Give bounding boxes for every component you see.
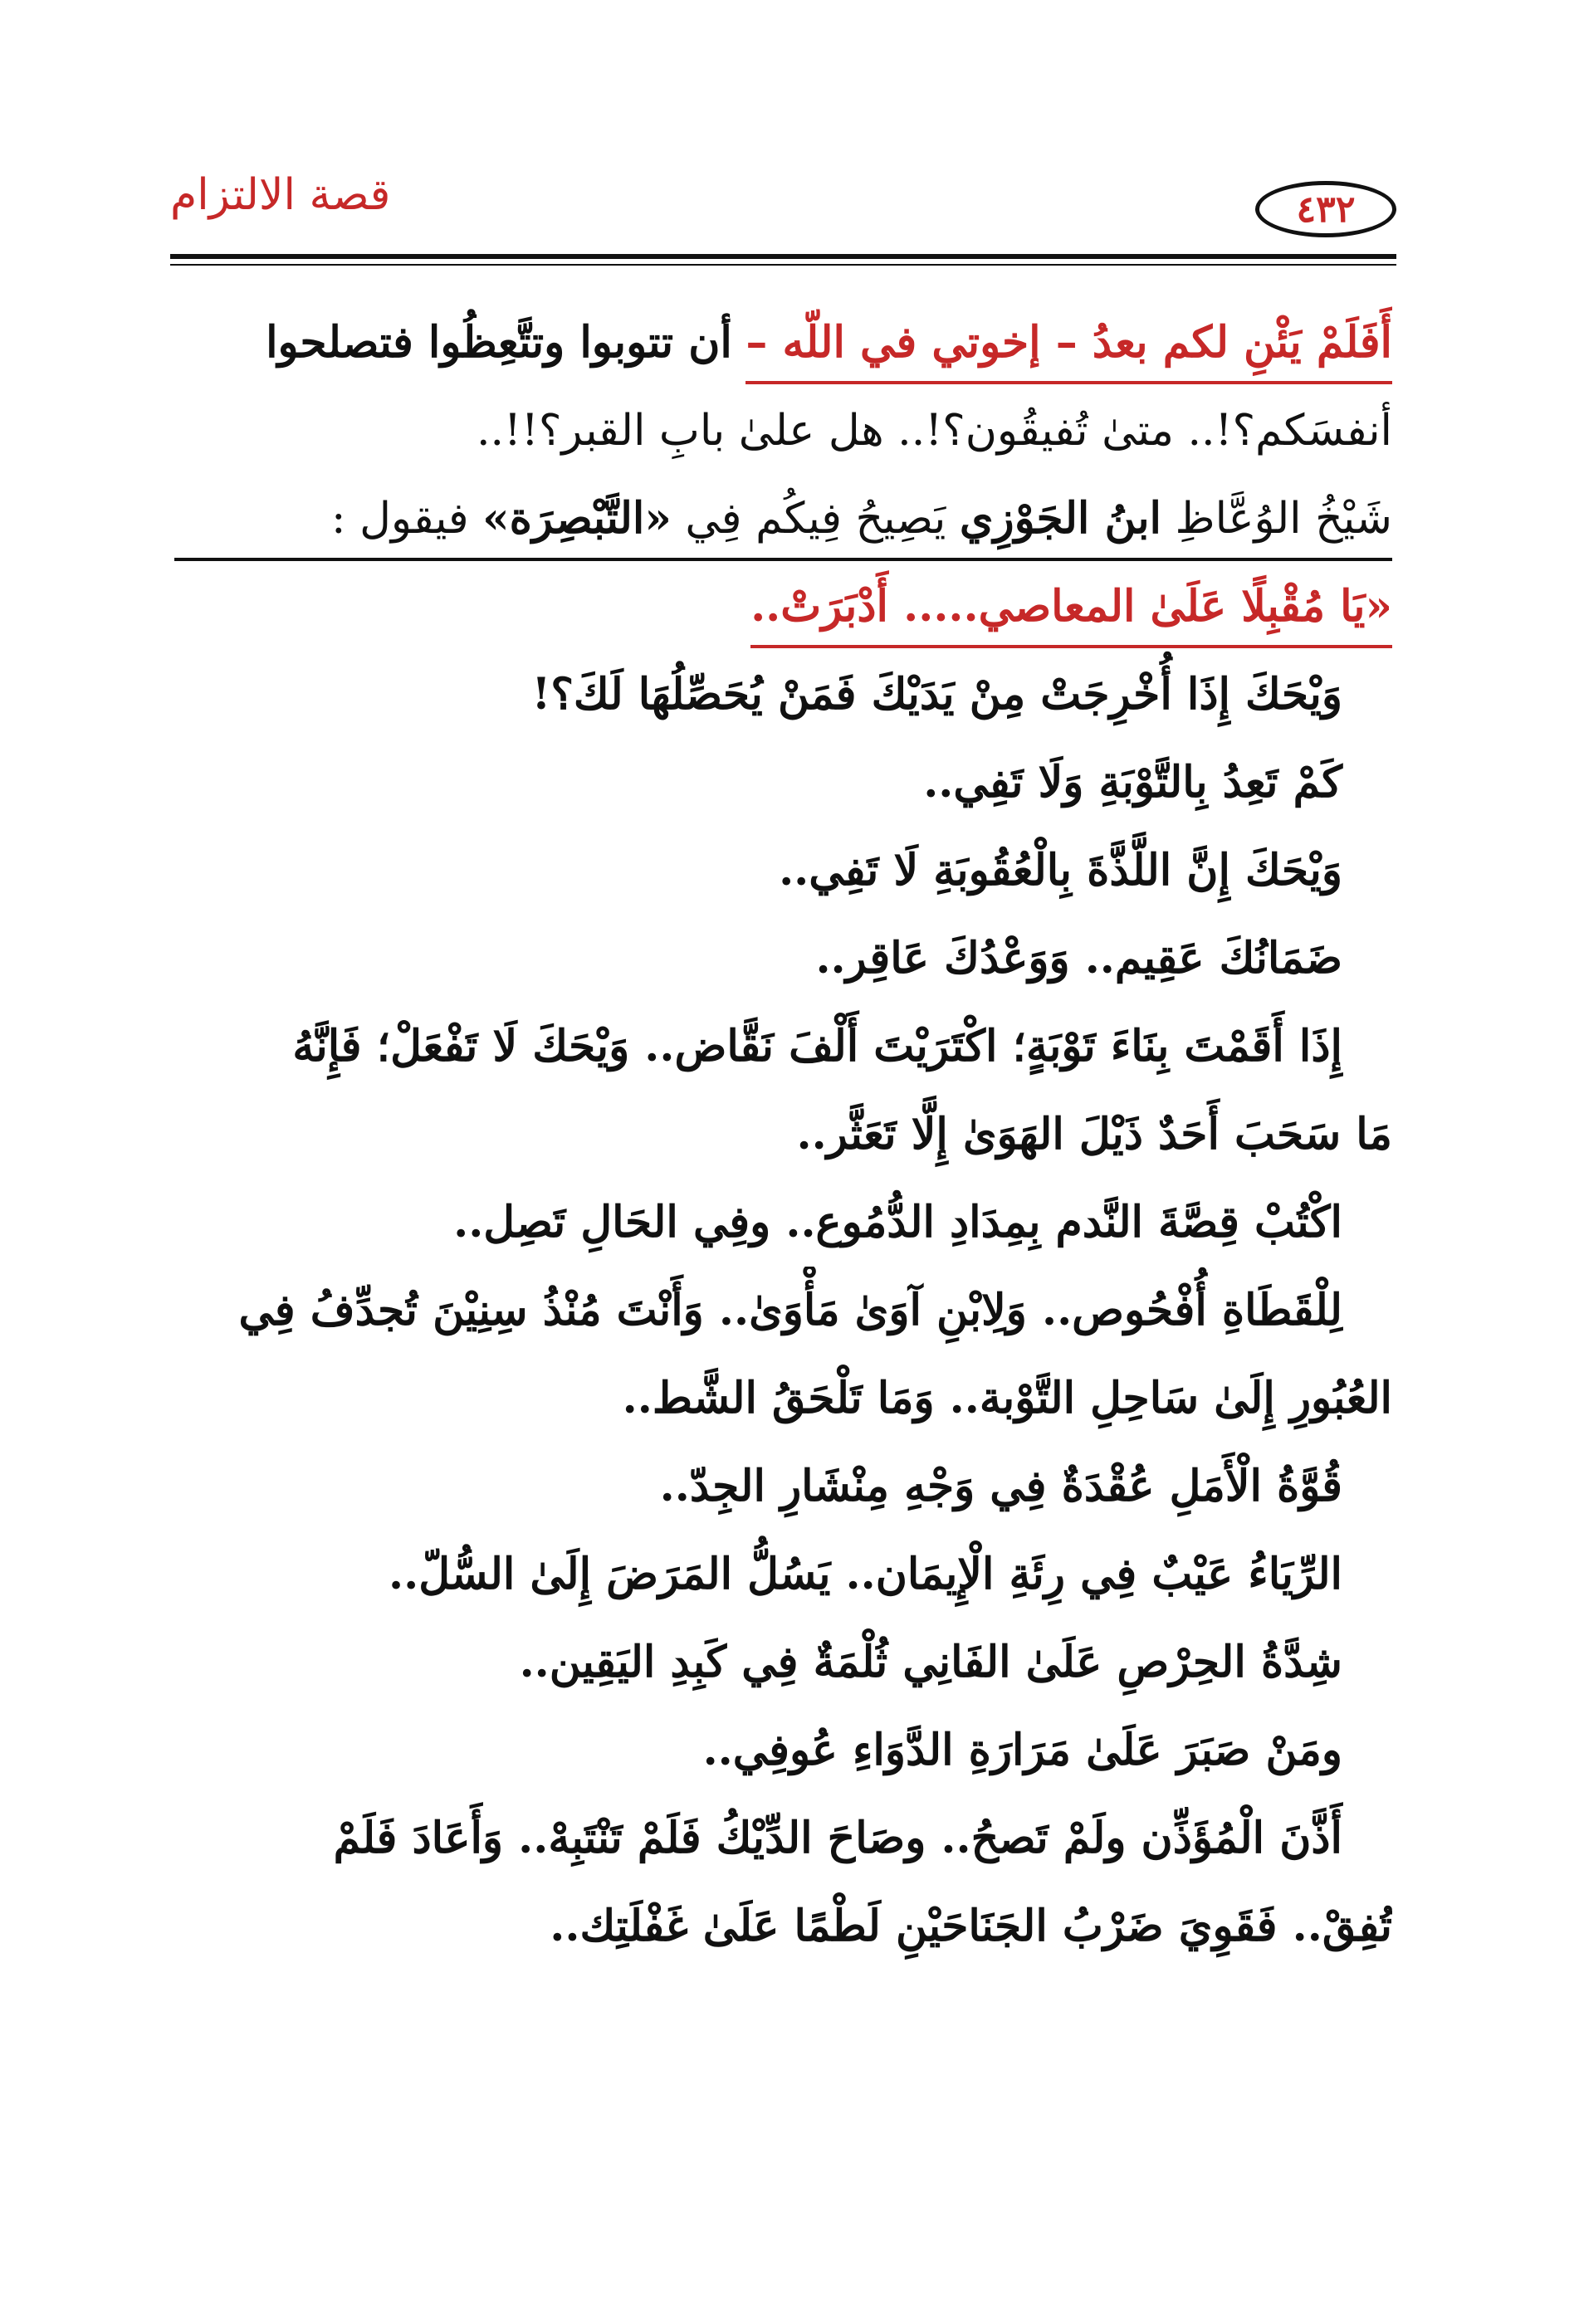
quote-line: مَا سَحَبَ أَحَدٌ ذَيْلَ الهَوَىٰ إِلَّا تَعَثَّر.. xyxy=(796,1109,1392,1160)
quote-heading: «يَا مُقْبِلًا عَلَىٰ المعاصي..... أَدْبَرَتْ.. xyxy=(750,569,1392,648)
quote-heading-line xyxy=(174,563,1392,651)
quote-line: اكْتُبْ قِصَّةَ النَّدم بِمِدَادِ الدُّمُوع.. وفِي الحَالِ تَصِل.. xyxy=(453,1197,1342,1247)
intro-line-2: أنفسَكم؟!.. متىٰ تُفيقُون؟!.. هل علىٰ بابِ القبر؟!!.. xyxy=(476,406,1392,456)
quote-line: العُبُورِ إِلَىٰ سَاحِلِ التَّوْبة.. وَمَا تَلْحَقُ الشَّط.. xyxy=(622,1373,1392,1423)
header-rule-thick xyxy=(170,254,1396,259)
quote-line: ومَنْ صَبَرَ عَلَىٰ مَرَارَةِ الدَّوَاءِ عُوفِي.. xyxy=(702,1725,1342,1775)
intro-line-3 xyxy=(174,475,1392,563)
quote-line: ضَمَانُكَ عَقِيم.. وَوَعْدُكَ عَاقِر.. xyxy=(815,933,1342,984)
intro-line-1-rest: أن تتوبوا وتتَّعِظُوا فتصلحوا xyxy=(266,317,732,368)
page-number-badge xyxy=(1255,181,1396,237)
quote-line: الرِّيَاءُ عَيْبٌ فِي رِئَةِ الْإِيمَان.. يَسُلُّ المَرَضَ إِلَىٰ السُّلّ.. xyxy=(389,1549,1342,1599)
quote-line: تُفِقْ.. فَقَوِيَ ضَرْبُ الجَنَاحَيْنِ لَطْمًا عَلَىٰ غَفْلَتِك.. xyxy=(550,1901,1392,1951)
book-title: «التَّبْصِرَة» xyxy=(482,493,672,544)
quote-line: أَذَّنَ الْمُؤَذِّن ولَمْ تَصحُ.. وصَاحَ الدِّيْكُ فَلَمْ تَنْتَبِهْ.. وَأَعَادَ فَلَمْ xyxy=(333,1813,1342,1863)
quote-line: قُوَّةُ الْأَمَلِ عُقْدَةٌ فِي وَجْهِ مِنْشَارِ الجِدّ.. xyxy=(659,1461,1342,1511)
attribution-underline xyxy=(174,475,1392,561)
quote-line: لِلْقَطَاةِ أُفْحُوص.. وَلِابْنِ آوَىٰ مَأْوَىٰ.. وَأَنْتَ مُنْذُ سِنِيْنَ تُجدِّفُ فِي xyxy=(238,1285,1342,1335)
page-number: ٤٣٢ xyxy=(1296,188,1356,231)
quote-line: إِذَا أَقَمْتَ بِنَاءَ تَوْبَةٍ؛ اكْتَرَيْتَ أَلْفَ نَقَّاض.. وَيْحَكَ لَا تَفْعَلْ؛ فَإِنَّهُ xyxy=(292,1021,1342,1072)
header-rule-thin xyxy=(170,264,1396,266)
author-name: ابنُ الجَوْزِي xyxy=(959,493,1161,544)
quote-line: وَيْحَكَ إِذَا أُخْرِجَتْ مِنْ يَدَيْكَ فَمَنْ يُحَصِّلُهَا لَكَ؟! xyxy=(531,669,1342,720)
intro-line-1 xyxy=(174,299,1392,387)
intro-highlight: أَفَلَمْ يَئْنِ لكم بعدُ – إخوتي في اللّه – xyxy=(746,305,1392,384)
quote-line: شِدَّةُ الحِرْصِ عَلَىٰ الفَانِي ثُلْمَةٌ فِي كَبِدِ اليَقِين.. xyxy=(519,1637,1342,1687)
attribution-title: شَيْخُ الوُعَّاظِ xyxy=(1175,494,1392,544)
attribution-says: فيقول : xyxy=(331,494,469,544)
running-title: قصة الالتزام xyxy=(170,170,391,220)
quote-line: وَيْحَكَ إِنَّ اللَّذَّةَ بِالْعُقُوبَةِ لَا تَفِي.. xyxy=(779,845,1342,896)
quote-line: كَمْ تَعِدُ بِالتَّوْبَةِ وَلَا تَفِي.. xyxy=(923,757,1342,808)
attribution-verb: يَصِيحُ فِيكُم فِي xyxy=(685,494,946,544)
body-text xyxy=(174,299,1392,1970)
